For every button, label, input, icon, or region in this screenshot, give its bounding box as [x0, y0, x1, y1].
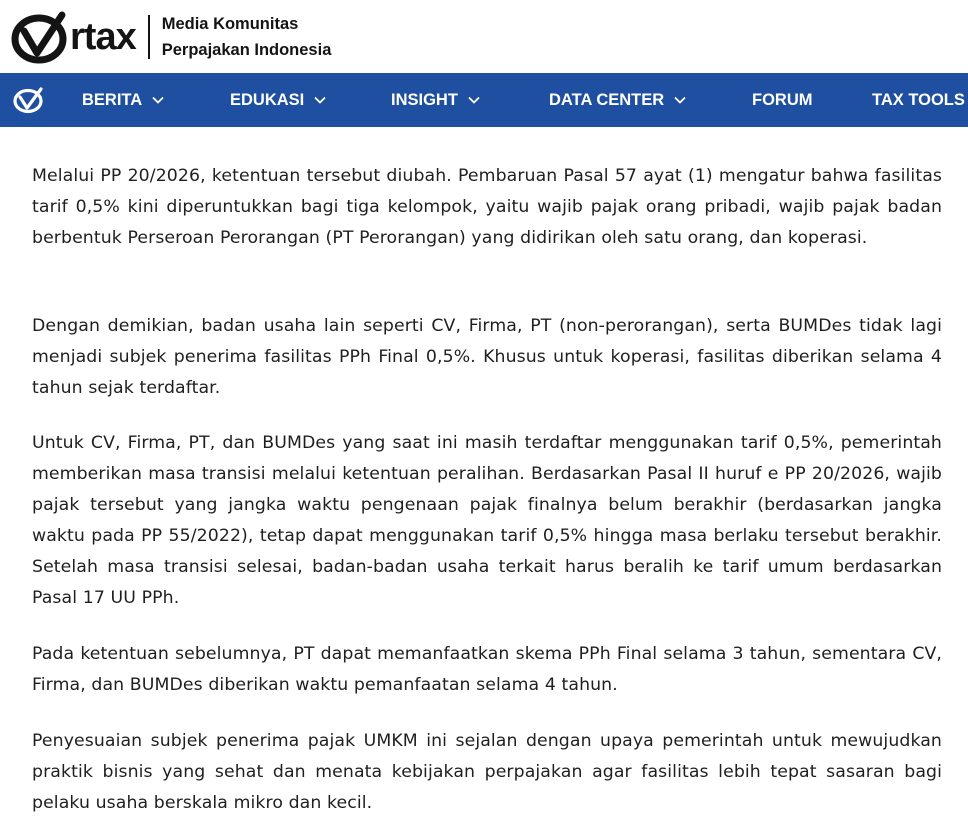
chevron-down-icon — [314, 96, 326, 104]
ortax-logo-icon — [10, 9, 72, 65]
header-divider — [148, 15, 150, 59]
nav-item-insight[interactable] — [391, 73, 480, 127]
nav-item-label: INSIGHT — [391, 90, 458, 109]
article-body — [0, 127, 968, 829]
site-header — [0, 0, 968, 73]
chevron-down-icon — [674, 96, 686, 104]
nav-item-tax-tools[interactable] — [872, 73, 965, 127]
chevron-down-icon — [468, 96, 480, 104]
nav-item-edukasi[interactable] — [230, 73, 326, 127]
article-paragraph: Pada ketentuan sebelumnya, PT dapat memanfaatkan skema PPh Final selama 3 tahun, sementara CV, Firma, dan BUMDes diberikan waktu pemanfaatan selama 4 tahun. — [32, 644, 942, 695]
nav-item-label: FORUM — [752, 90, 813, 109]
site-logo[interactable] — [10, 7, 136, 67]
nav-item-label: EDUKASI — [230, 90, 305, 109]
logo-wordmark: rtax — [70, 15, 136, 58]
nav-item-label: BERITA — [82, 90, 143, 109]
nav-item-label: DATA CENTER — [549, 90, 665, 109]
chevron-down-icon — [152, 96, 164, 104]
article-paragraph: Dengan demikian, badan usaha lain seperti CV, Firma, PT (non-perorangan), serta BUMDes tidak lagi menjadi subjek penerima fasilitas PPh Final 0,5%. Khusus untuk koperasi, fasilitas diberikan selama 4 tahun sejak terdaftar. — [32, 316, 942, 398]
nav-item-forum[interactable] — [752, 73, 813, 127]
nav-item-data-center[interactable] — [549, 73, 686, 127]
nav-home-logo-icon[interactable] — [12, 86, 46, 119]
article-paragraph: Untuk CV, Firma, PT, dan BUMDes yang saat ini masih terdaftar menggunakan tarif 0,5%, pemerintah memberikan masa transisi melalui ketentuan peralihan. Berdasarkan Pasal II huruf e PP 20/2026, wajib pajak tersebut yang jangka waktu pengenaan pajak finalnya belum berakhir (berdasarkan jangka waktu pada PP 55/2022), tetap dapat menggunakan tarif 0,5% hingga masa berlaku tersebut berakhir. Setelah masa transisi selesai, badan-badan usaha terkait harus beralih ke tarif umum berdasarkan Pasal 17 UU PPh. — [32, 433, 942, 608]
nav-item-label: TAX TOOLS — [872, 90, 965, 109]
article-paragraph: Penyesuaian subjek penerima pajak UMKM ini sejalan dengan upaya pemerintah untuk mewujudkan praktik bisnis yang sehat dan menata kebijakan perpajakan agar fasilitas lebih tepat sasaran bagi pelaku usaha berskala mikro dan kecil. — [32, 731, 942, 813]
tagline-line-1: Media Komunitas — [161, 14, 299, 33]
site-tagline — [162, 11, 332, 63]
article-paragraph: Melalui PP 20/2026, ketentuan tersebut diubah. Pembaruan Pasal 57 ayat (1) mengatur bahwa fasilitas tarif 0,5% kini diperuntukkan bagi tiga kelompok, yaitu wajib pajak orang pribadi, wajib pajak badan berbentuk Perseroan Perorangan (PT Perorangan) yang didirikan oleh satu orang, dan koperasi. — [32, 166, 942, 248]
tagline-line-2: Perpajakan Indonesia — [161, 40, 332, 59]
main-navbar — [0, 73, 968, 127]
nav-item-berita[interactable] — [82, 73, 164, 127]
